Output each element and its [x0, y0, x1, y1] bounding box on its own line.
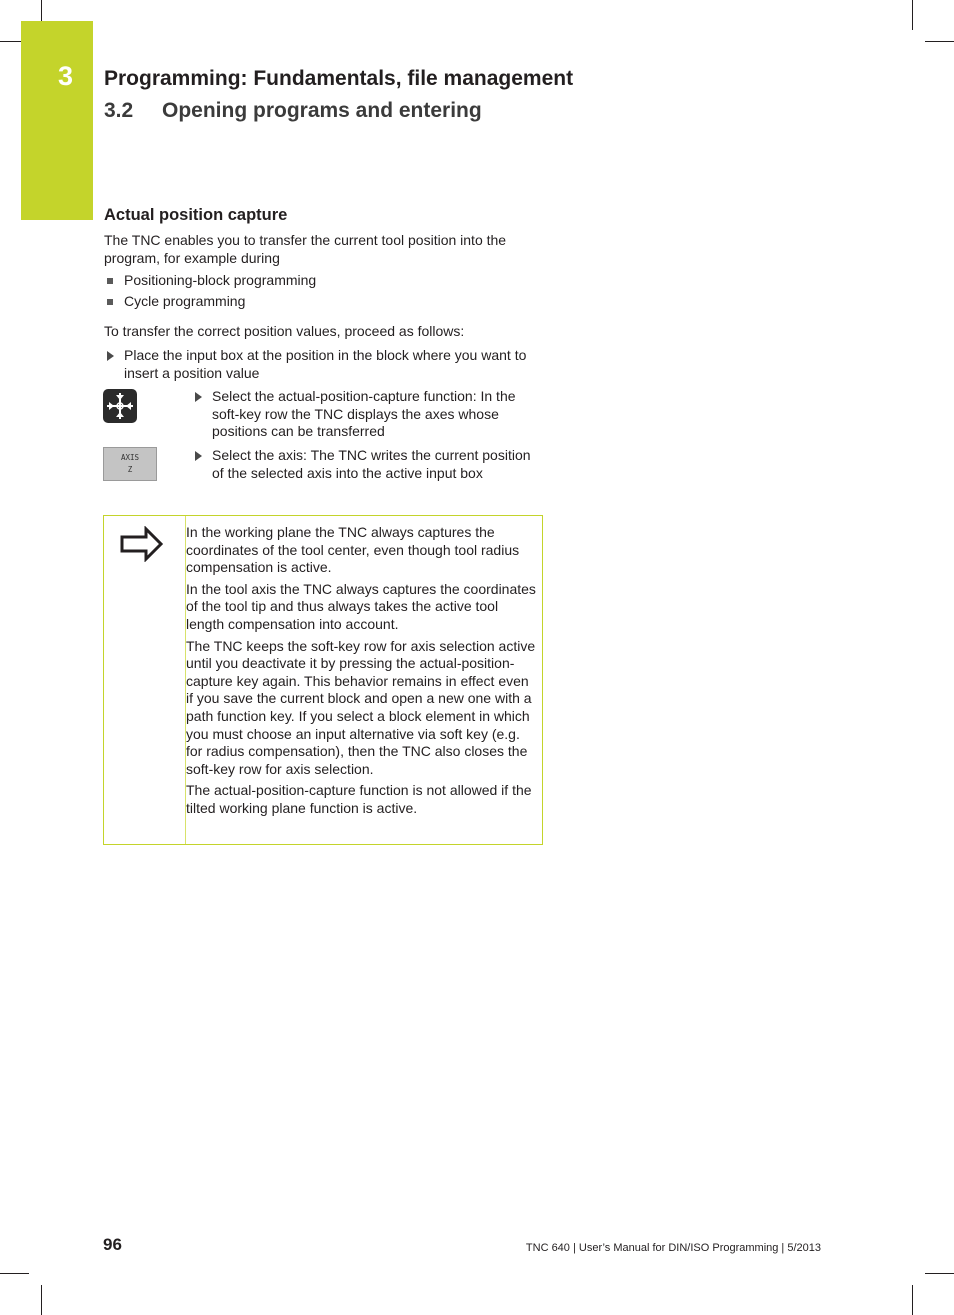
- content-heading: Actual position capture: [104, 206, 288, 224]
- softkey-label-line2: Z: [127, 465, 133, 474]
- step-text: Place the input box at the position in the block where you want to insert a position value: [124, 347, 527, 381]
- chapter-tab: [21, 21, 93, 220]
- softkey-label-line1: AXIS: [120, 453, 140, 462]
- step-item: [192, 388, 544, 442]
- crop-mark: [912, 0, 913, 30]
- section-number: 3.2: [104, 99, 134, 122]
- section-title-text: Opening programs and entering: [162, 99, 482, 122]
- section-title: [104, 99, 482, 123]
- proceed-paragraph: To transfer the correct position values, proceed as follows:: [104, 323, 465, 339]
- crop-mark: [912, 1285, 913, 1315]
- chapter-number: 3: [58, 61, 74, 91]
- crop-mark: [925, 41, 954, 42]
- page-number: 96: [103, 1235, 122, 1254]
- step-arrow-icon: [195, 451, 202, 461]
- crop-mark: [41, 1285, 42, 1315]
- chapter-title: Programming: Fundamentals, file management: [104, 67, 574, 90]
- note-paragraph: In the working plane the TNC always captures the coordinates of the tool center, even though tool radius compensation is active.: [186, 524, 520, 576]
- step-text: Select the actual-position-capture function: In the soft-key row the TNC displays the axes whose positions can be transferred: [212, 388, 516, 440]
- step-item: [192, 447, 544, 501]
- note-paragraph: The actual-position-capture function is not allowed if the tilted working plane function is active.: [186, 782, 532, 816]
- step-item: [104, 347, 544, 383]
- crop-mark: [0, 1273, 29, 1274]
- actual-position-capture-key-icon: [103, 389, 137, 423]
- step-arrow-icon: [195, 392, 202, 402]
- intro-paragraph: The TNC enables you to transfer the current tool position into the program, for example during: [104, 232, 507, 266]
- bullet-square-icon: [107, 278, 113, 284]
- crop-mark: [41, 0, 42, 21]
- step-text: Select the axis: The TNC writes the current position of the selected axis into the active input box: [212, 447, 531, 481]
- footer-text: TNC 640 | User’s Manual for DIN/ISO Programming | 5/2013: [525, 1242, 821, 1254]
- crop-mark: [925, 1273, 954, 1274]
- note-paragraph: In the tool axis the TNC always captures the coordinates of the tool tip and thus always takes the active tool length compensation into account.: [186, 580, 536, 632]
- step-arrow-icon: [107, 351, 114, 361]
- note-arrow-icon: [118, 526, 164, 562]
- crop-mark: [0, 41, 21, 42]
- note-content: [186, 524, 536, 822]
- note-paragraph: The TNC keeps the soft-key row for axis selection active until you deactivate it by pressing the actual-position-capture key again. This behavior remains in effect even if you save the current block and open a new one with a path function key. If you select a block element in which you must choose an input alternative via soft key (e.g. for radius compensation), then the TNC also closes the soft-key row for axis selection.: [186, 637, 536, 777]
- list-item-text: Cycle programming: [124, 293, 246, 309]
- axis-z-softkey: [103, 447, 157, 481]
- bullet-square-icon: [107, 299, 113, 305]
- note-box: [103, 515, 543, 845]
- list-item-text: Positioning-block programming: [124, 272, 317, 288]
